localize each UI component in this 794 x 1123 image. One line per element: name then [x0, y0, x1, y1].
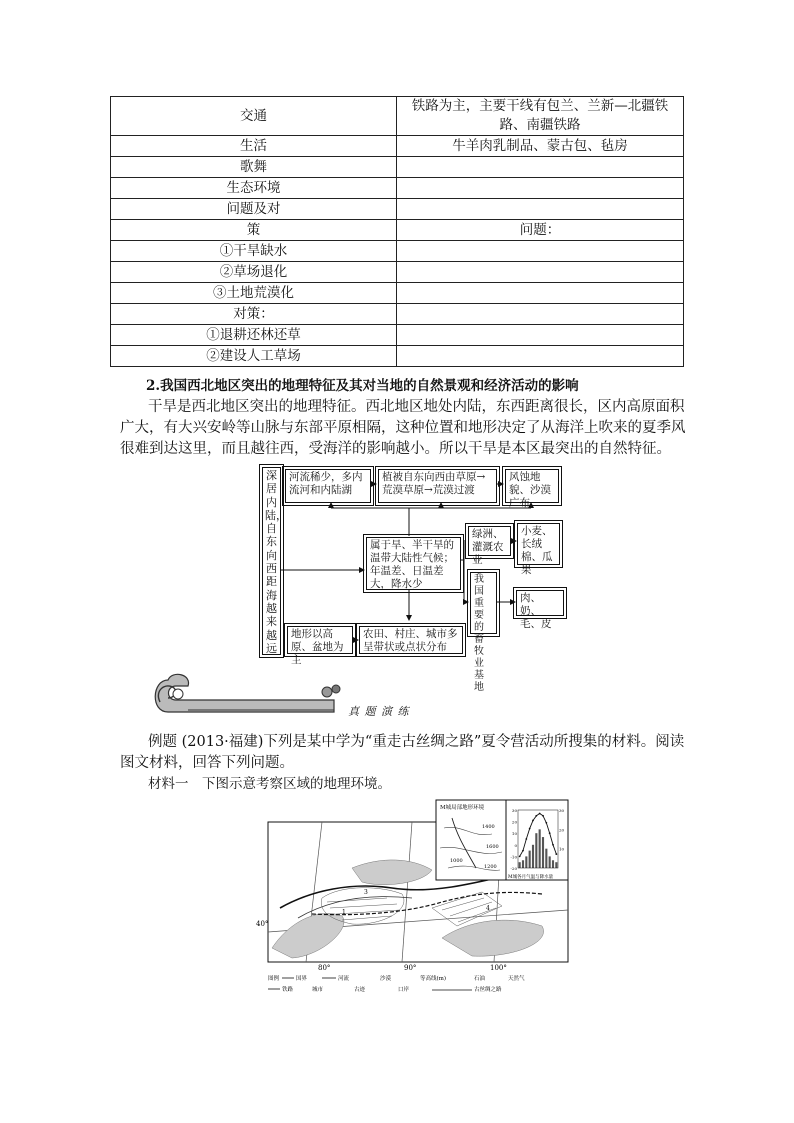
- legend-item: 石油: [474, 976, 486, 982]
- climate-tick-left: -20: [510, 866, 517, 871]
- temperature-point: [519, 856, 521, 858]
- legend-item: 古丝绸之路: [474, 987, 502, 993]
- lon-label-100: 100°: [490, 964, 507, 972]
- precip-bar: [532, 845, 534, 868]
- contour-label: 1400: [482, 824, 495, 830]
- section2-paragraph: 干旱是西北地区突出的地理特征。西北地区地处内陆，东西距离很长，区内高原面积广大，有大兴安岭等山脉与东部平原相隔，这种位置和地形决定了从海洋上吹来的夏季风很难到达这里，而且越往西，受海洋的影响越小。所以干旱是本区最突出的自然特征。: [120, 399, 686, 457]
- precip-bar: [539, 829, 541, 868]
- temperature-point: [545, 822, 547, 824]
- table-cell-left: ②建设人工草场: [111, 346, 397, 367]
- inset-terrain-title: M城局部地形环境: [440, 805, 485, 811]
- table-cell-left: 交通: [111, 97, 397, 136]
- table-cell-right: 问题：: [397, 220, 684, 241]
- legend-item: 铁路: [282, 987, 294, 993]
- temperature-point: [532, 820, 534, 822]
- temperature-point: [542, 815, 544, 817]
- temperature-point: [539, 813, 541, 815]
- legend-item: 图例: [268, 976, 280, 982]
- banner-title: 真 题 演 练: [348, 705, 410, 718]
- table-cell-left: 生活: [111, 136, 397, 157]
- precip-bar: [555, 862, 557, 868]
- temperature-point: [525, 838, 527, 840]
- climate-tick-left: -10: [510, 854, 517, 860]
- lat-label: 40°: [256, 920, 269, 928]
- table-cell-left: ①退耕还林还草: [111, 325, 397, 346]
- climate-tick-left: 10: [511, 831, 517, 837]
- legend-item: 古迹: [354, 987, 366, 993]
- flow-box-products: 肉、奶、毛、皮: [516, 590, 564, 616]
- legend-item: 等高线(m): [420, 976, 447, 982]
- svg-text:3: 3: [364, 889, 368, 896]
- flow-box-pastoral-base: 我国重要的畜牧业基地: [470, 572, 497, 634]
- table-cell-left: 生态环境: [111, 178, 397, 199]
- example-paragraph: 例题 (2013·福建)下列是某中学为“重走古丝绸之路”夏令营活动所搜集的材料。阅读图文材料，回答下列问题。: [120, 734, 685, 771]
- climate-tick-right: 20: [559, 827, 565, 833]
- precip-bar: [542, 837, 544, 868]
- legend-item: 口岸: [398, 987, 410, 993]
- contour-label: 1000: [450, 858, 463, 864]
- inset-climate-title: M城各月气温与降水量: [508, 875, 554, 880]
- flow-left-cause: 深居内陆，自东向西距海越来越远: [262, 467, 281, 655]
- svg-text:1: 1: [342, 909, 346, 916]
- map-legend: [268, 974, 525, 993]
- temperature-point: [535, 815, 537, 817]
- precip-bar: [519, 862, 521, 868]
- flow-box-wind: 风蚀地貌、沙漠广布: [505, 469, 559, 503]
- temperature-point: [529, 828, 531, 830]
- precip-bar: [522, 860, 524, 868]
- precip-bar: [552, 860, 554, 868]
- table-cell-left: 对策：: [111, 304, 397, 325]
- svg-text:4: 4: [486, 905, 490, 912]
- material1-caption: 材料一 下图示意考察区域的地理环境。: [148, 776, 391, 792]
- temperature-point: [552, 844, 554, 846]
- table-cell-right: 牛羊肉乳制品、蒙古包、毡房: [397, 136, 684, 157]
- precip-bar: [529, 851, 531, 868]
- flow-box-river: 河流稀少，多内流河和内陆湖: [285, 469, 371, 503]
- precip-bar: [525, 856, 527, 868]
- table-cell-left: ②草场退化: [111, 262, 397, 283]
- table-cell-left: 歌舞: [111, 157, 397, 178]
- temperature-point: [522, 850, 524, 852]
- legend-item: 河流: [338, 976, 350, 982]
- flow-box-vegetation: 植被自东向西由草原→荒漠草原→荒漠过渡: [378, 469, 497, 503]
- climate-tick-left: 0: [514, 842, 517, 848]
- flow-box-crops: 小麦、长绒棉、瓜果: [517, 523, 560, 565]
- legend-item: 天然气: [508, 976, 525, 982]
- precip-bar: [545, 849, 547, 868]
- lon-label-80: 80°: [318, 964, 331, 972]
- precip-bar: [549, 856, 551, 868]
- contour-label: 1600: [486, 844, 499, 850]
- flow-box-oasis: 绿洲、灌溉农业: [468, 526, 511, 556]
- banner-decoration: [148, 672, 348, 718]
- temperature-point: [555, 853, 557, 855]
- table-cell-left: 策: [111, 220, 397, 241]
- temperature-point: [549, 832, 551, 834]
- contour-label: 1200: [484, 864, 497, 870]
- climate-tick-right: 10: [559, 846, 565, 852]
- legend-item: 城市: [312, 987, 324, 993]
- climate-tick-right: 30: [559, 808, 565, 813]
- table-cell-left: ③土地荒漠化: [111, 283, 397, 304]
- table-cell-right: 铁路为主，主要干线有包兰、兰新—北疆铁路、南疆铁路: [397, 97, 684, 136]
- climate-tick-left: 30: [511, 808, 517, 813]
- flow-box-settlement: 农田、村庄、城市多呈带状或点状分布: [359, 626, 463, 654]
- region-map: [252, 798, 586, 998]
- lon-label-90: 90°: [404, 964, 417, 972]
- section2-heading: 2.我国西北地区突出的地理特征及其对当地的自然景观和经济活动的影响: [146, 378, 579, 394]
- flow-box-terrain: 地形以高原、盆地为主: [287, 626, 353, 654]
- legend-item: 国界: [296, 976, 308, 982]
- precip-bar: [535, 833, 537, 868]
- climate-tick-left: 20: [511, 819, 517, 825]
- table-cell-left: ①干旱缺水: [111, 241, 397, 262]
- legend-item: 沙漠: [380, 976, 392, 982]
- table-cell-left: 问题及对: [111, 199, 397, 220]
- flow-box-climate: 属于旱、半干旱的温带大陆性气候；年温差、日温差大，降水少: [366, 537, 461, 590]
